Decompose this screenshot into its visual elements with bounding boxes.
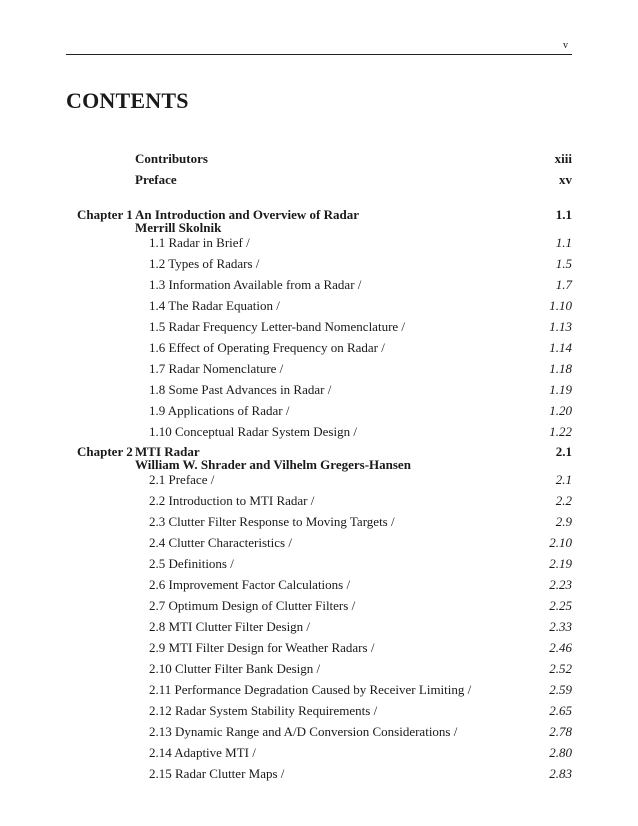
page-title: CONTENTS <box>66 88 189 113</box>
toc-section[interactable] <box>149 682 572 697</box>
toc-section-page: 2.59 <box>549 682 572 697</box>
toc-section[interactable] <box>149 661 572 676</box>
toc-section-text: 1.6 Effect of Operating Frequency on Radar / <box>149 340 385 355</box>
toc-section-text: 2.14 Adaptive MTI / <box>149 745 256 760</box>
toc-section[interactable] <box>149 256 572 271</box>
toc-chapter-1[interactable] <box>66 207 572 235</box>
toc-section[interactable] <box>149 556 572 571</box>
toc-section-page: 1.13 <box>549 319 572 334</box>
toc-section[interactable] <box>149 235 572 250</box>
toc-entry-page: xv <box>559 172 572 187</box>
toc-section[interactable] <box>149 382 572 397</box>
toc-section-text: 2.11 Performance Degradation Caused by Receiver Limiting / <box>149 682 472 697</box>
toc-section-text: 1.2 Types of Radars / <box>149 256 260 271</box>
toc-section[interactable] <box>149 535 572 550</box>
chapter-title: An Introduction and Overview of Radar <box>135 207 360 222</box>
toc-section-text: 2.3 Clutter Filter Response to Moving Targets / <box>149 514 395 529</box>
toc-section-page: 2.46 <box>549 640 572 655</box>
toc-section-text: 2.9 MTI Filter Design for Weather Radars / <box>149 640 375 655</box>
toc-section-text: 2.13 Dynamic Range and A/D Conversion Considerations / <box>149 724 458 739</box>
toc-section-page: 1.22 <box>549 424 572 439</box>
toc-section-page: 2.19 <box>549 556 572 571</box>
toc-section[interactable] <box>149 298 572 313</box>
header-rule <box>66 54 572 55</box>
toc-section-page: 2.33 <box>549 619 572 634</box>
toc-section-page: 1.20 <box>549 403 572 418</box>
page-number: v <box>563 40 568 51</box>
toc-section-text: 2.8 MTI Clutter Filter Design / <box>149 619 311 634</box>
toc-section-text: 2.4 Clutter Characteristics / <box>149 535 292 550</box>
toc-section-text: 2.12 Radar System Stability Requirements / <box>149 703 378 718</box>
toc-section-text: 1.9 Applications of Radar / <box>149 403 290 418</box>
toc-section-page: 1.14 <box>549 340 572 355</box>
toc-section-text: 1.5 Radar Frequency Letter-band Nomenclature / <box>149 319 406 334</box>
toc-section-page: 2.1 <box>555 472 572 487</box>
chapter-title: MTI Radar <box>135 444 200 459</box>
toc-section[interactable] <box>149 619 572 634</box>
toc-section-text: 1.4 The Radar Equation / <box>149 298 280 313</box>
toc-section[interactable] <box>149 598 572 613</box>
toc-section-page: 2.23 <box>549 577 572 592</box>
toc-section[interactable] <box>149 277 572 292</box>
toc-section-text: 1.10 Conceptual Radar System Design / <box>149 424 357 439</box>
toc-chapter-2[interactable] <box>66 444 572 472</box>
toc-section-page: 1.19 <box>549 382 572 397</box>
toc-section-page: 1.18 <box>549 361 572 376</box>
toc-section-text: 2.10 Clutter Filter Bank Design / <box>149 661 321 676</box>
toc-section-text: 1.1 Radar in Brief / <box>149 235 250 250</box>
toc-section[interactable] <box>149 724 572 739</box>
toc-entry-preface[interactable] <box>135 172 572 187</box>
toc-entry-label: Preface <box>135 172 177 187</box>
toc-section-text: 1.7 Radar Nomenclature / <box>149 361 284 376</box>
toc-section[interactable] <box>149 403 572 418</box>
toc-section[interactable] <box>149 766 572 781</box>
toc-section-page: 2.65 <box>549 703 572 718</box>
toc-section[interactable] <box>149 577 572 592</box>
chapter-label: Chapter 1 <box>77 207 133 222</box>
toc-section[interactable] <box>149 703 572 718</box>
toc-section-page: 1.10 <box>549 298 572 313</box>
toc-section[interactable] <box>149 493 572 508</box>
toc-section-page: 2.25 <box>549 598 572 613</box>
chapter-label: Chapter 2 <box>77 444 133 459</box>
toc-section[interactable] <box>149 319 572 334</box>
toc-section[interactable] <box>149 514 572 529</box>
toc-section[interactable] <box>149 640 572 655</box>
toc-section-page: 1.5 <box>555 256 572 271</box>
toc-section-page: 2.83 <box>549 766 572 781</box>
toc-section-page: 1.7 <box>555 277 572 292</box>
toc-section-text: 1.8 Some Past Advances in Radar / <box>149 382 332 397</box>
toc-section-page: 1.1 <box>555 235 572 250</box>
toc-entry-page: xiii <box>554 151 572 166</box>
toc-entry-contributors[interactable] <box>135 151 572 166</box>
toc-entry-label: Contributors <box>135 151 208 166</box>
chapter-author: William W. Shrader and Vilhelm Gregers-Hansen <box>135 457 411 472</box>
toc-section-text: 2.15 Radar Clutter Maps / <box>149 766 285 781</box>
toc-section-text: 2.5 Definitions / <box>149 556 234 571</box>
toc-section-text: 2.6 Improvement Factor Calculations / <box>149 577 351 592</box>
toc-section-text: 2.2 Introduction to MTI Radar / <box>149 493 315 508</box>
toc-section[interactable] <box>149 472 572 487</box>
chapter-page: 2.1 <box>555 444 572 459</box>
toc-section-page: 2.9 <box>555 514 572 529</box>
toc-section-page: 2.10 <box>549 535 572 550</box>
toc-section[interactable] <box>149 424 572 439</box>
toc-section-text: 2.7 Optimum Design of Clutter Filters / <box>149 598 356 613</box>
toc-section-text: 2.1 Preface / <box>149 472 215 487</box>
toc-section-page: 2.80 <box>549 745 572 760</box>
toc-section-page: 2.78 <box>549 724 572 739</box>
toc-section-page: 2.2 <box>555 493 572 508</box>
toc-section-page: 2.52 <box>549 661 572 676</box>
toc-section[interactable] <box>149 361 572 376</box>
chapter-author: Merrill Skolnik <box>135 220 222 235</box>
toc-section[interactable] <box>149 745 572 760</box>
toc-section-text: 1.3 Information Available from a Radar / <box>149 277 362 292</box>
chapter-page: 1.1 <box>555 207 572 222</box>
toc-section[interactable] <box>149 340 572 355</box>
